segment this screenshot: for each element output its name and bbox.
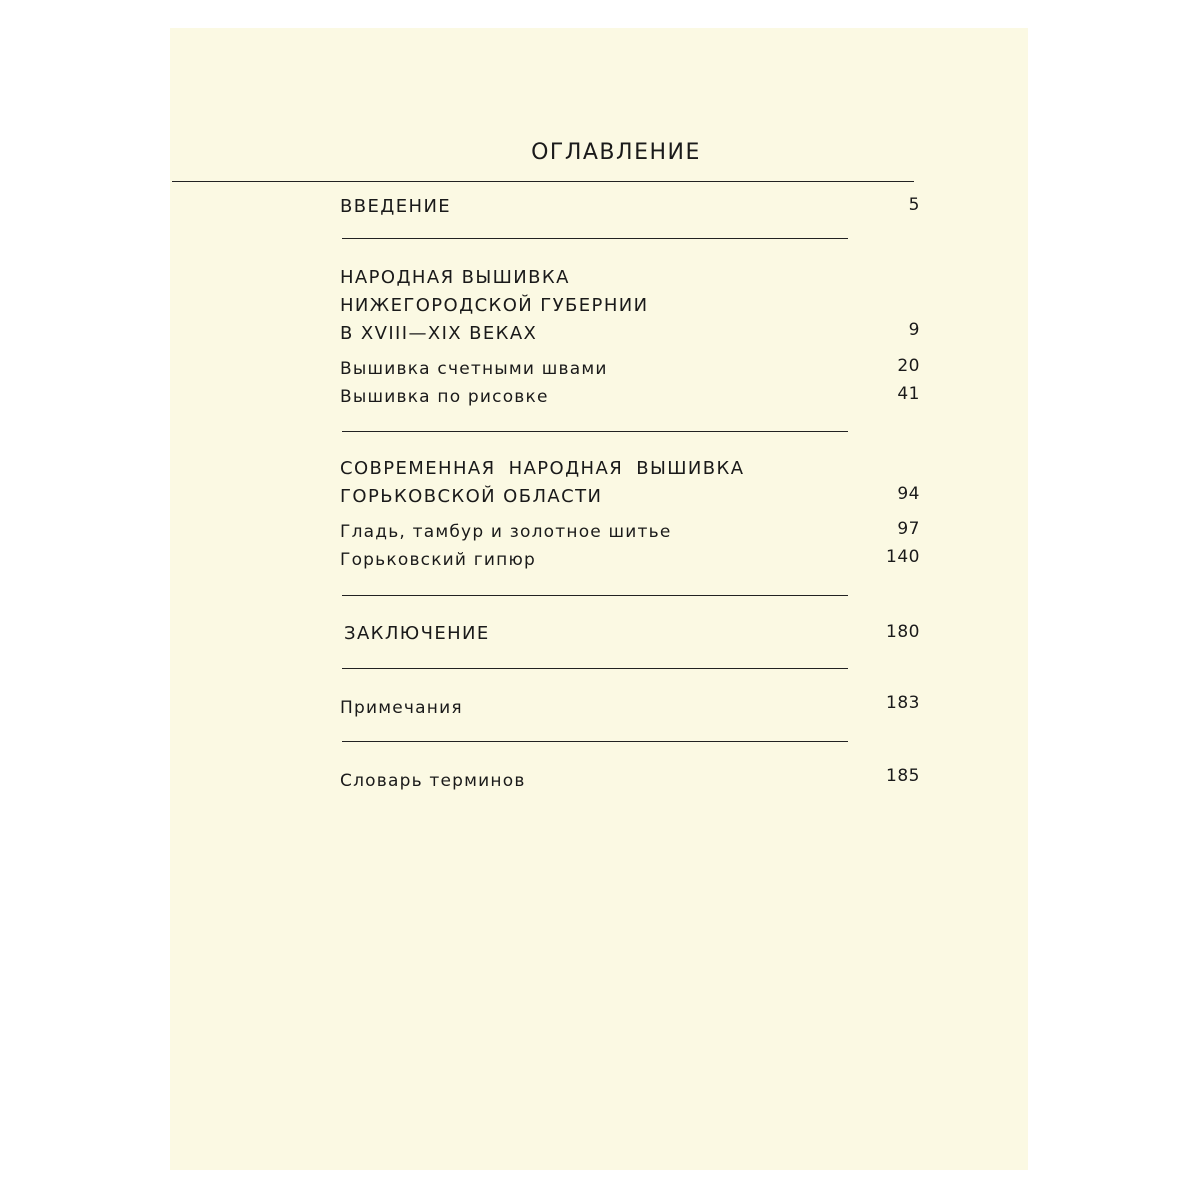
section-divider [342,741,848,742]
toc-entry-label: Гладь, тамбур и золотное шитье [340,522,672,542]
toc-entry-label: Словарь терминов [340,771,526,791]
toc-entry-label-line: В XVIII—XIX ВЕКАХ [340,323,538,344]
toc-entry-label-line: ГОРЬКОВСКОЙ ОБЛАСТИ [340,486,603,507]
section-divider [342,595,848,596]
toc-entry-subsection [340,519,920,545]
toc-entry-label-line: НАРОДНАЯ ВЫШИВКА [340,267,570,288]
toc-entry-label [340,264,648,348]
toc-entry-introduction [340,193,920,223]
page-title: ОГЛАВЛЕНИЕ [531,140,701,165]
toc-entry-label: Примечания [340,698,463,718]
toc-entry-label: ВВЕДЕНИЕ [340,196,452,217]
toc-entry-page: 180 [886,622,920,642]
toc-entry-section-1 [340,264,920,348]
toc-entry-label: Горьковский гипюр [340,550,536,570]
section-divider [342,238,848,239]
toc-entry-subsection [340,356,920,382]
section-divider [342,668,848,669]
toc-entry-label [340,455,744,511]
toc-entry-subsection [340,384,920,410]
toc-entry-page: 20 [897,356,920,376]
toc-entry-page: 41 [897,384,920,404]
toc-entry-page: 185 [886,766,920,786]
toc-entry-page: 97 [897,519,920,539]
toc-entry-conclusion [340,620,920,650]
toc-entry-page: 9 [908,320,920,340]
toc-entry-label: Вышивка счетными швами [340,359,608,379]
toc-entry-page: 140 [886,547,920,567]
toc-entry-section-2 [340,455,920,511]
toc-entry-page: 183 [886,693,920,713]
toc-entry-label: ЗАКЛЮЧЕНИЕ [344,623,490,644]
toc-entry-notes [340,693,920,721]
toc-entry-subsection [340,547,920,573]
toc-entry-label-line: НИЖЕГОРОДСКОЙ ГУБЕРНИИ [340,295,649,316]
section-divider [342,431,848,432]
toc-entry-page: 5 [908,195,920,215]
toc-entry-label: Вышивка по рисовке [340,387,549,407]
book-page [170,28,1028,1170]
toc-entry-glossary [340,766,920,794]
toc-entry-label-line: СОВРЕМЕННАЯ НАРОДНАЯ ВЫШИВКА [340,458,745,479]
title-divider [172,181,914,182]
toc-entry-page: 94 [897,484,920,504]
